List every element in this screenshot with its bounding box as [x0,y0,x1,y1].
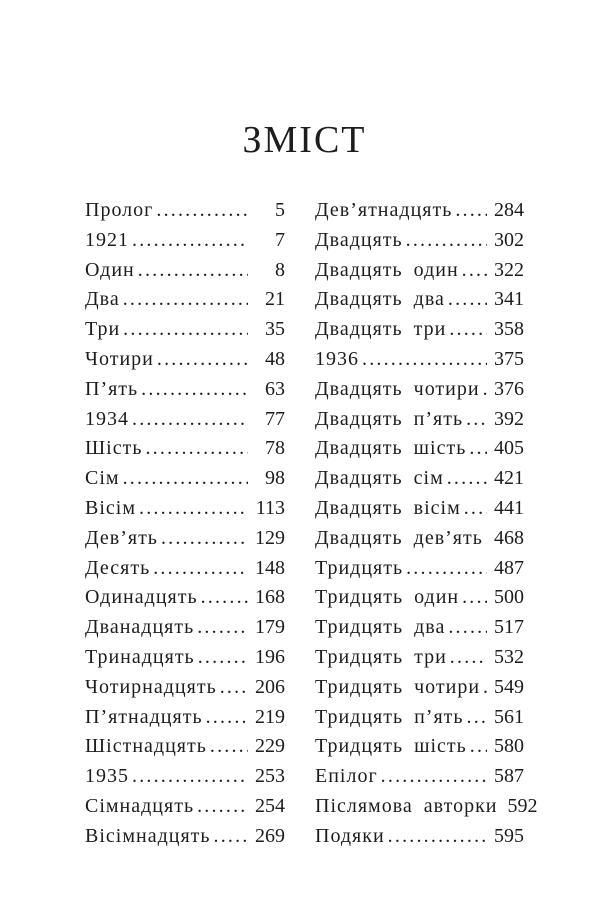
toc-entry-label: Тридцять один [315,586,460,609]
toc-entry-page: 358 [494,318,524,341]
toc-content [85,0,538,852]
toc-entry [315,226,524,256]
toc-entry-label: Двадцять п’ять [315,407,464,430]
toc-entry-label: П’ять [85,377,139,400]
toc-entry [315,554,524,584]
toc-entry-page: 196 [255,645,285,668]
toc-entry-page: 341 [494,288,524,311]
dot-leader [448,613,487,643]
dot-leader [486,524,487,554]
toc-entry [315,494,524,524]
dot-leader [206,703,248,733]
toc-entry-label: Двадцять два [315,288,445,311]
toc-entry-label: Сім [85,467,120,490]
toc-entry-page: 21 [265,288,285,311]
toc-entry-page: 78 [265,437,285,460]
dot-leader [123,285,248,315]
toc-entry-label: Двадцять один [315,258,459,281]
dot-leader [132,762,248,792]
toc-entry-label: Дев’ять [85,526,158,549]
toc-entry-page: 48 [265,347,285,370]
dot-leader [381,762,487,792]
dot-leader [161,524,248,554]
toc-entry [85,315,285,345]
toc-entry-label: Сімнадцять [85,794,195,817]
toc-entry [315,285,524,315]
toc-entry [85,524,285,554]
toc-entry-page: 253 [255,765,285,788]
toc-entry [85,732,285,762]
toc-entry-label: Вісім [85,496,136,519]
toc-entry-page: 532 [494,645,524,668]
toc-entry [315,405,524,435]
toc-entry [315,613,524,643]
toc-entry-page: 302 [494,228,524,251]
toc-entry [85,285,285,315]
toc-entry-label: Пролог [85,199,154,221]
toc-entry-label: Тридцять три [315,645,447,668]
toc-entry [85,643,285,673]
toc-entry-label: Післямова авторки [315,794,498,817]
dot-leader [123,464,248,494]
toc-entry-label: Подяки [315,824,385,847]
dot-leader [388,822,487,852]
toc-entry-label: Три [85,318,121,341]
toc-entry [85,792,285,822]
toc-entry-page: 77 [265,407,285,430]
toc-entry-label: 1921 [85,228,129,251]
toc-entry-label: Двадцять чотири [315,377,480,400]
toc-entry-label: Вісімнадцять [85,824,211,847]
dot-leader [156,196,248,226]
toc-entry [85,703,285,733]
toc-entry-label: П’ятнадцять [85,705,203,728]
dot-leader [483,375,487,405]
toc-entry-page: 421 [494,467,524,490]
toc-entry-label: Десять [85,556,151,579]
dot-leader [462,583,487,613]
toc-entry-page: 517 [494,616,524,639]
toc-entry [315,464,524,494]
toc-entry-page: 148 [255,556,285,579]
dot-leader [145,434,248,464]
toc-entry [315,196,524,226]
dot-leader [138,256,248,286]
toc-entry [315,434,524,464]
toc-entry [315,345,524,375]
toc-entry-label: Тридцять п’ять [315,705,464,728]
toc-entry [85,405,285,435]
toc-entry-page: 580 [494,735,524,758]
toc-entry-label: Двадцять три [315,318,447,341]
dot-leader [153,554,248,584]
toc-entry-label: Тринадцять [85,645,195,668]
toc-entry-page: 392 [494,407,524,430]
dot-leader [467,703,487,733]
toc-entry [85,256,285,286]
toc-entry [315,703,524,733]
dot-leader [462,256,487,286]
toc-entry-label: 1934 [85,407,129,430]
toc-entry-page: 595 [494,824,524,847]
toc-entry-page: 376 [494,377,524,400]
toc-entry-label: Тридцять [315,556,404,579]
toc-entry-label: Шістнадцять [85,735,207,758]
toc-entry-label: 1936 [315,347,359,370]
toc-entry [315,643,524,673]
toc-entry-page: 229 [255,735,285,758]
toc-entry [85,345,285,375]
dot-leader [197,792,248,822]
toc-entry-label: Дванадцять [85,616,195,639]
toc-entry-page: 7 [275,228,285,251]
toc-entry [85,494,285,524]
toc-entry [315,792,538,822]
dot-leader [201,583,248,613]
toc-entry-page: 322 [494,258,524,281]
toc-entry-label: Один [85,258,135,281]
toc-entry-page: 5 [275,199,285,221]
toc-entry-page: 487 [494,556,524,579]
dot-leader [198,643,248,673]
toc-entry-page: 98 [265,467,285,490]
toc-entry-label: Два [85,288,120,311]
dot-leader [123,315,248,345]
toc-entry-label: Чотирнадцять [85,675,217,698]
toc-entry [85,226,285,256]
dot-leader [470,732,487,762]
toc-entry [315,583,524,613]
dot-leader [406,554,487,584]
dot-leader [141,375,248,405]
toc-entry [85,375,285,405]
dot-leader [455,196,487,226]
toc-entry [315,375,524,405]
dot-leader [447,464,487,494]
toc-entry [315,524,524,554]
toc-entry-label: Чотири [85,347,154,370]
toc-entry [85,196,285,226]
toc-entry-page: 129 [255,526,285,549]
toc-entry-label: Тридцять чотири [315,675,481,698]
toc-entry-label: Шість [85,437,143,460]
toc-entry [85,464,285,494]
dot-leader [139,494,248,524]
toc-entry-page: 561 [494,705,524,728]
page-title: ЗМІСТ [242,119,367,161]
toc-entry [315,673,524,703]
toc-entry-page: 284 [494,199,524,221]
toc-entry-label: Епілог [315,765,378,788]
toc-entry [85,583,285,613]
toc-entry-page: 441 [494,496,524,519]
dot-leader [362,345,487,375]
toc-entry-label: Двадцять вісім [315,496,461,519]
dot-leader [214,822,248,852]
toc-entry-page: 587 [494,765,524,788]
dot-leader [210,732,248,762]
dot-leader [220,673,248,703]
dot-leader [464,494,487,524]
toc-entry-label: Одинадцять [85,586,198,609]
toc-entry-page: 179 [255,616,285,639]
dot-leader [450,643,487,673]
toc-entry-page: 269 [255,824,285,847]
toc-right-column [315,196,538,852]
toc-entry-label: Двадцять дев’ять [315,526,483,549]
toc-entry [315,762,524,792]
toc-columns [85,196,538,852]
dot-leader [157,345,248,375]
toc-entry [85,762,285,792]
toc-entry-label: Тридцять два [315,616,446,639]
toc-entry [85,434,285,464]
toc-entry [315,256,524,286]
toc-entry-page: 35 [265,318,285,341]
toc-entry-label: Тридцять шість [315,735,467,758]
toc-entry [85,822,285,852]
toc-entry-page: 63 [265,377,285,400]
toc-entry [85,613,285,643]
dot-leader [132,226,248,256]
toc-entry-label: Двадцять сім [315,467,444,490]
toc-entry-page: 113 [255,496,285,519]
toc-left-column [85,196,285,852]
toc-entry-label: Двадцять [315,228,403,251]
toc-entry-page: 500 [494,586,524,609]
toc-entry-label: Дев’ятнадцять [315,199,453,221]
toc-entry-page: 592 [507,794,538,817]
toc-entry [85,673,285,703]
toc-entry-page: 549 [494,675,524,698]
toc-entry-page: 8 [275,258,285,281]
dot-leader [132,405,248,435]
toc-entry [315,315,524,345]
toc-entry-label: 1935 [85,765,129,788]
toc-entry-page: 168 [255,586,285,609]
toc-entry-page: 254 [255,794,285,817]
dot-leader [197,613,248,643]
dot-leader [469,434,487,464]
toc-entry-page: 405 [494,437,524,460]
dot-leader [406,226,487,256]
toc-entry [85,554,285,584]
toc-entry [315,822,524,852]
toc-entry [315,732,524,762]
toc-entry-page: 375 [494,347,524,370]
toc-entry-page: 468 [494,526,524,549]
toc-entry-page: 206 [255,675,285,698]
toc-entry-label: Двадцять шість [315,437,467,460]
dot-leader [448,285,487,315]
dot-leader [449,315,487,345]
toc-entry-page: 219 [255,705,285,728]
dot-leader [466,405,487,435]
dot-leader [483,673,487,703]
